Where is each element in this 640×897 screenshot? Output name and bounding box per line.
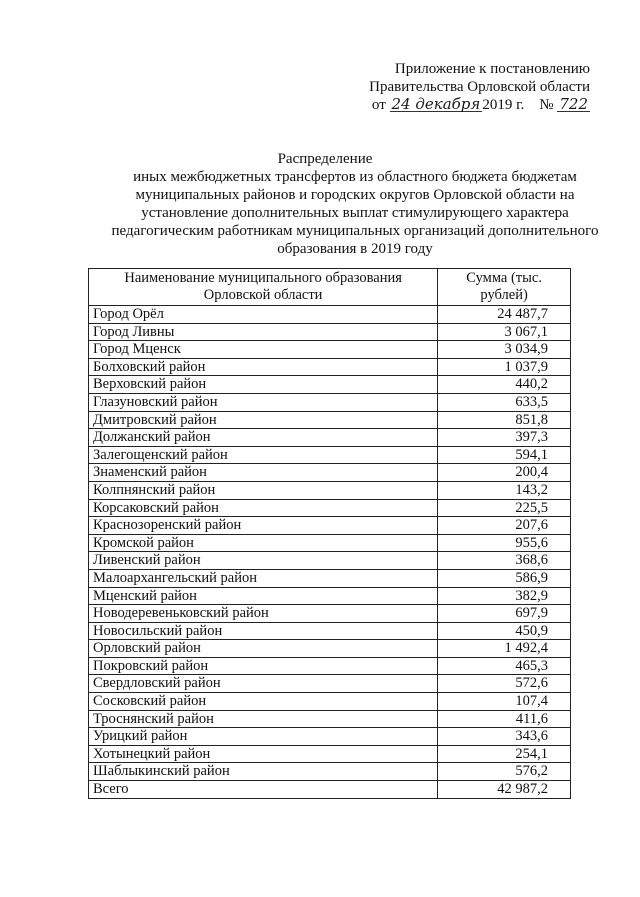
table-row [89, 657, 571, 675]
handwritten-date: 24 декабря [391, 95, 481, 113]
table-row [89, 569, 571, 587]
row-sum: 1 037,9 [438, 358, 571, 376]
row-sum: 397,3 [438, 429, 571, 447]
row-sum: 343,6 [438, 728, 571, 746]
table-body [89, 306, 571, 799]
row-sum: 3 067,1 [438, 323, 571, 341]
row-name: Орловский район [89, 640, 438, 658]
table-row [89, 411, 571, 429]
table-row [89, 675, 571, 693]
date-year: 2019 г. [482, 97, 525, 113]
table-row [89, 605, 571, 623]
row-sum: 24 487,7 [438, 306, 571, 324]
row-name: Сосковский район [89, 693, 438, 711]
row-name: Город Ливны [89, 323, 438, 341]
row-name: Залегощенский район [89, 446, 438, 464]
row-name: Всего [89, 781, 438, 799]
table-row [89, 728, 571, 746]
table-row [89, 693, 571, 711]
table-row [89, 622, 571, 640]
row-name: Мценский район [89, 587, 438, 605]
row-sum: 450,9 [438, 622, 571, 640]
row-sum: 107,4 [438, 693, 571, 711]
table-row [89, 640, 571, 658]
title-body: иных межбюджетных трансфертов из областного бюджета бюджетам муниципальных районов и городских округов Орловской области на установление дополнительных выплат стимулирующего характера педагогическим работникам муниципальных организаций дополнительного образования в 2019 году [111, 169, 599, 257]
row-sum: 143,2 [438, 481, 571, 499]
row-name: Покровский район [89, 657, 438, 675]
title-heading: Распределение [277, 151, 373, 167]
handwritten-number: 722 [559, 95, 588, 113]
row-name: Знаменский район [89, 464, 438, 482]
row-name: Урицкий район [89, 728, 438, 746]
row-sum: 572,6 [438, 675, 571, 693]
row-name: Хотынецкий район [89, 745, 438, 763]
document-title [95, 150, 615, 258]
row-sum: 200,4 [438, 464, 571, 482]
row-sum: 594,1 [438, 446, 571, 464]
row-sum: 697,9 [438, 605, 571, 623]
table-row [89, 781, 571, 799]
row-sum: 1 492,4 [438, 640, 571, 658]
table-row [89, 481, 571, 499]
row-name: Кромской район [89, 534, 438, 552]
table-row [89, 376, 571, 394]
table-row [89, 587, 571, 605]
row-name: Малоархангельский район [89, 569, 438, 587]
date-from-label: от [371, 97, 386, 113]
distribution-table [88, 268, 571, 799]
appendix-date-line [330, 96, 590, 114]
row-sum: 440,2 [438, 376, 571, 394]
row-name: Новосильский район [89, 622, 438, 640]
row-sum: 465,3 [438, 657, 571, 675]
row-name: Должанский район [89, 429, 438, 447]
row-sum: 254,1 [438, 745, 571, 763]
row-sum: 382,9 [438, 587, 571, 605]
table-row [89, 306, 571, 324]
row-name: Болховский район [89, 358, 438, 376]
table-row [89, 745, 571, 763]
table-row [89, 341, 571, 359]
row-name: Троснянский район [89, 710, 438, 728]
row-sum: 225,5 [438, 499, 571, 517]
row-name: Верховский район [89, 376, 438, 394]
row-sum: 955,6 [438, 534, 571, 552]
appendix-line-2: Правительства Орловской области [369, 79, 590, 95]
row-sum: 633,5 [438, 393, 571, 411]
header-sum: Сумма (тыс. рублей) [438, 269, 571, 306]
appendix-header [330, 60, 590, 114]
header-name: Наименование муниципального образования Орловской области [89, 269, 438, 306]
table-row [89, 464, 571, 482]
table-row [89, 393, 571, 411]
table-row [89, 446, 571, 464]
table-row [89, 358, 571, 376]
row-name: Город Орёл [89, 306, 438, 324]
row-name: Шаблыкинский район [89, 763, 438, 781]
row-sum: 42 987,2 [438, 781, 571, 799]
row-name: Свердловский район [89, 675, 438, 693]
table-row [89, 517, 571, 535]
row-name: Ливенский район [89, 552, 438, 570]
row-name: Корсаковский район [89, 499, 438, 517]
table-row [89, 552, 571, 570]
table-row [89, 534, 571, 552]
table-row [89, 323, 571, 341]
appendix-line-1: Приложение к постановлению [394, 61, 590, 77]
row-sum: 586,9 [438, 569, 571, 587]
row-sum: 851,8 [438, 411, 571, 429]
table-header-row [89, 269, 571, 306]
row-sum: 3 034,9 [438, 341, 571, 359]
row-name: Город Мценск [89, 341, 438, 359]
table-row [89, 499, 571, 517]
row-name: Колпнянский район [89, 481, 438, 499]
number-label: № [539, 97, 554, 113]
row-name: Краснозоренский район [89, 517, 438, 535]
row-name: Новодеревеньковский район [89, 605, 438, 623]
row-name: Глазуновский район [89, 393, 438, 411]
row-sum: 368,6 [438, 552, 571, 570]
table-row [89, 710, 571, 728]
row-sum: 207,6 [438, 517, 571, 535]
row-sum: 411,6 [438, 710, 571, 728]
table-row [89, 763, 571, 781]
table-row [89, 429, 571, 447]
row-sum: 576,2 [438, 763, 571, 781]
row-name: Дмитровский район [89, 411, 438, 429]
